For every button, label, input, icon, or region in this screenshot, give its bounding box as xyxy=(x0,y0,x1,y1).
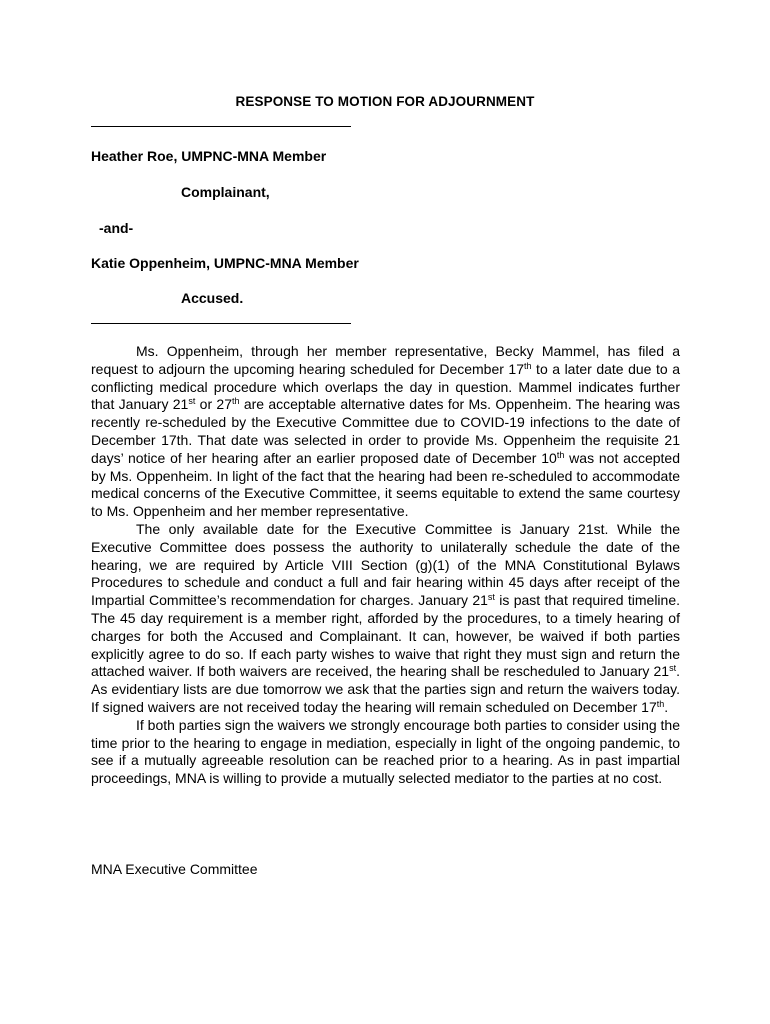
caption-separator: -and- xyxy=(99,220,134,236)
complainant-role: Complainant, xyxy=(181,184,270,200)
caption-top-rule xyxy=(91,126,351,127)
paragraph-3: If both parties sign the waivers we strongly encourage both parties to consider using the time prior to the hearing to engage in mediation, especially in light of the ongoing pandemic, to see if a mutually agreeable resolution can be reached prior to a hearing. As in past impartial proceedings, MNA is willing to provide a mutually selected mediator to the parties at no cost. xyxy=(91,716,680,787)
accused-role: Accused. xyxy=(181,290,244,306)
complainant-name: Heather Roe, UMPNC-MNA Member xyxy=(91,148,327,164)
signature: MNA Executive Committee xyxy=(91,861,258,877)
document-body xyxy=(91,343,680,788)
paragraph-2: The only available date for the Executive Committee is January 21st. While the Executive Committee does possess the authority to unilaterally schedule the date of the hearing, we are required by Article VIII Section (g)(1) of the MNA Constitutional Bylaws Procedures to schedule and conduct a full and fair hearing within 45 days after receipt of the Impartial Committee’s recommendation for charges. January 21st is past that required timeline. The 45 day requirement is a member right, afforded by the procedures, to a timely hearing of charges for both the Accused and Complainant. It can, however, be waived if both parties explicitly agree to do so. If each party wishes to waive that right they must sign and return the attached waiver. If both waivers are received, the hearing shall be rescheduled to January 21st. As evidentiary lists are due tomorrow we ask that the parties sign and return the waivers today. If signed waivers are not received today the hearing will remain scheduled on December 17th. xyxy=(91,520,680,715)
accused-name: Katie Oppenheim, UMPNC-MNA Member xyxy=(91,255,359,271)
document-title: RESPONSE TO MOTION FOR ADJOURNMENT xyxy=(235,94,535,109)
paragraph-1: Ms. Oppenheim, through her member representative, Becky Mammel, has filed a request to adjourn the upcoming hearing scheduled for December 17th to a later date due to a conflicting medical procedure which overlaps the day in question. Mammel indicates further that January 21st or 27th are acceptable alternative dates for Ms. Oppenheim. The hearing was recently re-scheduled by the Executive Committee due to COVID-19 infections to the date of December 17th. That date was selected in order to provide Ms. Oppenheim the requisite 21 days’ notice of her hearing after an earlier proposed date of December 10th was not accepted by Ms. Oppenheim. In light of the fact that the hearing had been re-scheduled to accommodate medical concerns of the Executive Committee, it seems equitable to extend the same courtesy to Ms. Oppenheim and her member representative. xyxy=(91,343,680,520)
caption-bottom-rule xyxy=(91,323,351,324)
